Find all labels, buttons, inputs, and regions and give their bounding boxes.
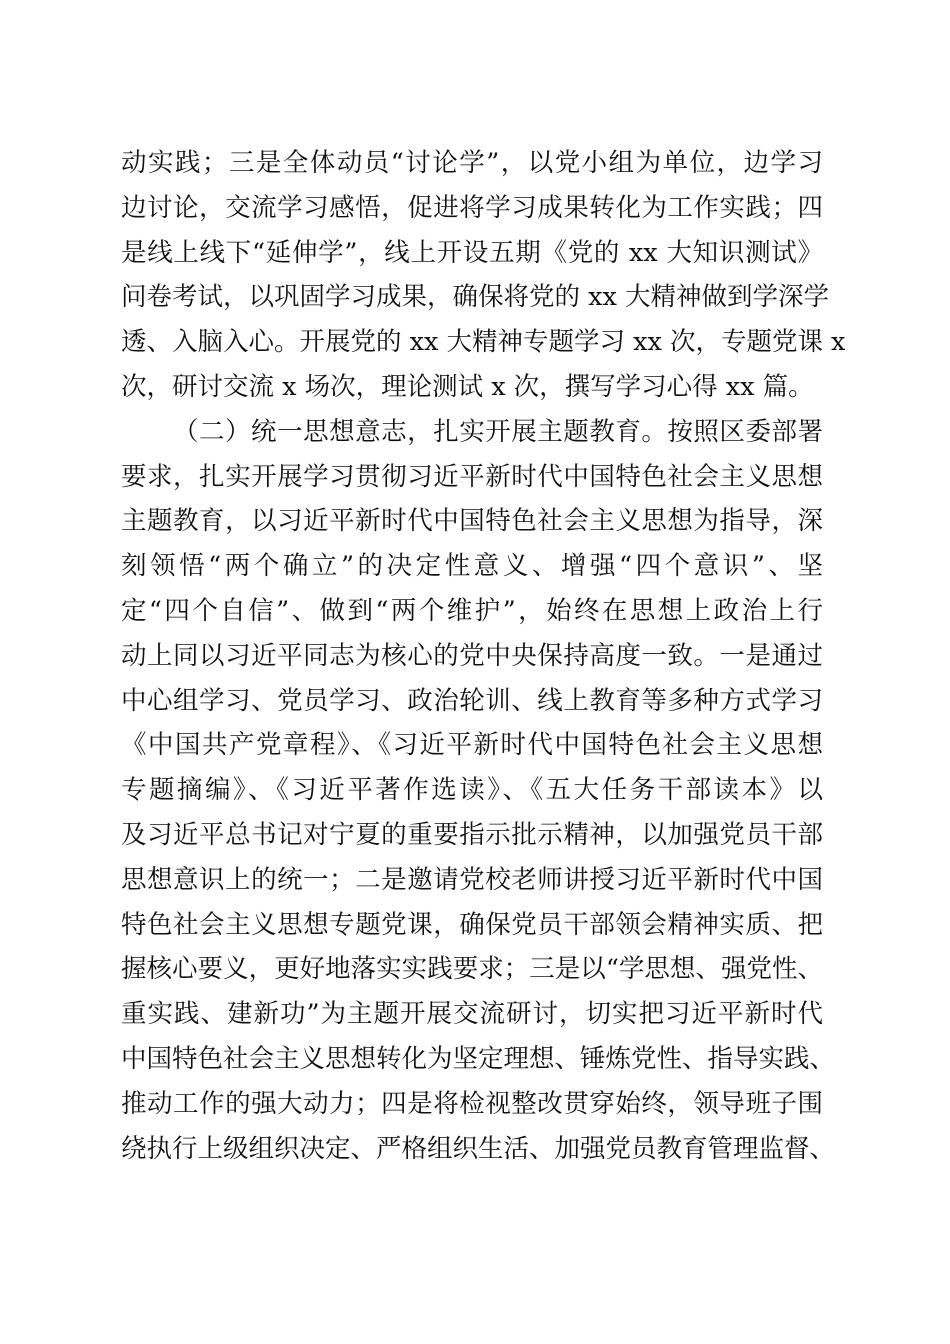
text-line: 问卷考试，以巩固学习成果，确保将党的 xx 大精神做到学深学 xyxy=(121,282,829,313)
text-line: 是线上线下“延伸学”，线上开设五期《党的 xx 大知识测试》 xyxy=(121,237,823,268)
text-line: 思想意识上的统一；二是邀请党校老师讲授习近平新时代中国 xyxy=(121,864,823,895)
text-line: 要求，扎实开展学习贯彻习近平新时代中国特色社会主义思想 xyxy=(121,461,823,492)
text-line: 推动工作的强大动力；四是将检视整改贯穿始终，领导班子围 xyxy=(121,1088,823,1119)
paragraph-1 xyxy=(121,141,846,410)
text-line: 主题教育，以习近平新时代中国特色社会主义思想为指导，深 xyxy=(121,506,823,537)
text-line: 次，研讨交流 x 场次，理论测试 x 次，撰写学习心得 xx 篇。 xyxy=(121,371,814,402)
text-line: 刻领悟“两个确立”的决定性意义、增强“四个意识”、坚 xyxy=(121,551,823,582)
text-line: 中心组学习、党员学习、政治轮训、线上教育等多种方式学习 xyxy=(121,685,823,716)
text-line: 绕执行上级组织决定、严格组织生活、加强党员教育管理监督、 xyxy=(121,1133,836,1164)
text-line: 定“四个自信”、做到“两个维护”，始终在思想上政治上行 xyxy=(121,595,823,626)
text-line: 动上同以习近平同志为核心的党中央保持高度一致。一是通过 xyxy=(121,640,823,671)
paragraph-2 xyxy=(121,410,836,1172)
text-line: 专题摘编》、《习近平著作选读》、《五大任务干部读本》以 xyxy=(121,775,823,806)
text-line: 重实践、建新功”为主题开展交流研讨，切实把习近平新时代 xyxy=(121,999,823,1030)
section-heading-line: （二）统一思想意志，扎实开展主题教育。按照区委部署 xyxy=(173,416,823,447)
document-page xyxy=(121,141,846,1171)
text-line: 《中国共产党章程》、《习近平新时代中国特色社会主义思想 xyxy=(121,730,823,761)
text-line: 中国特色社会主义思想转化为坚定理想、锤炼党性、指导实践、 xyxy=(121,1043,836,1074)
text-line: 及习近平总书记对宁夏的重要指示批示精神，以加强党员干部 xyxy=(121,819,823,850)
text-line: 边讨论，交流学习感悟，促进将学习成果转化为工作实践；四 xyxy=(121,192,823,223)
text-line: 透、入脑入心。开展党的 xx 大精神专题学习 xx 次，专题党课 x xyxy=(121,327,846,358)
text-line: 动实践；三是全体动员“讨论学”，以党小组为单位，边学习 xyxy=(121,148,823,178)
text-line: 特色社会主义思想专题党课，确保党员干部领会精神实质、把 xyxy=(121,909,823,940)
text-line: 握核心要义，更好地落实实践要求；三是以“学思想、强党性、 xyxy=(121,954,823,985)
